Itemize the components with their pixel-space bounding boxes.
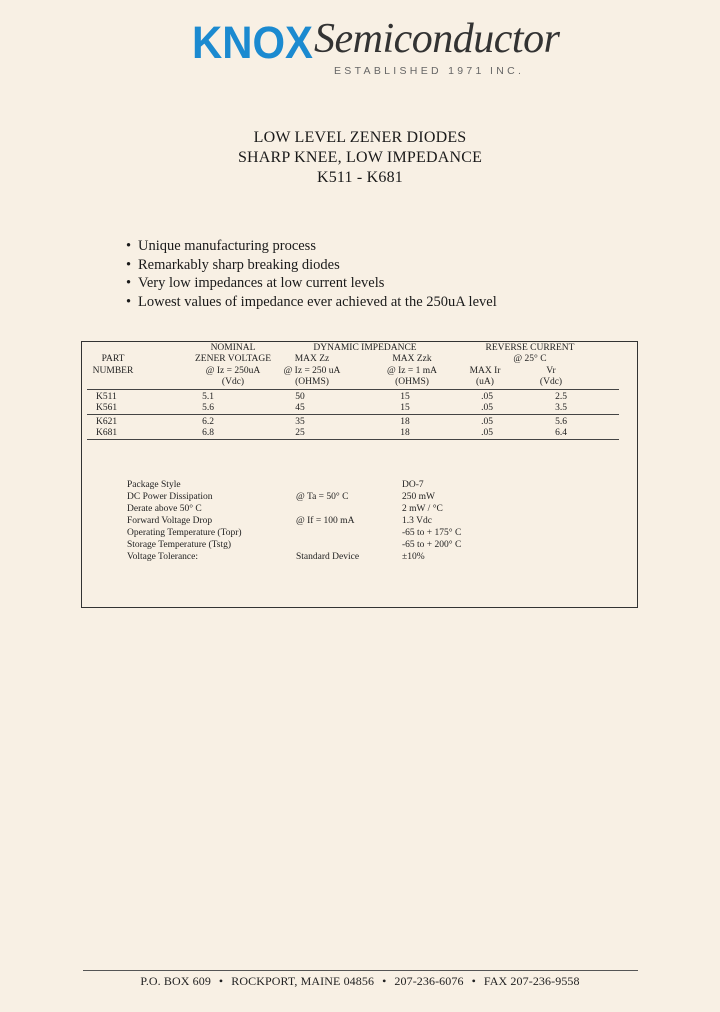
company-logo-semiconductor: Semiconductor	[314, 16, 560, 62]
bullet-icon: •	[126, 275, 132, 291]
col-header-zener-cond: @ Iz = 250uA	[205, 366, 261, 376]
separator-icon: •	[471, 974, 476, 988]
col-header-part: PART	[101, 354, 125, 364]
table-bottom-rule	[87, 439, 619, 440]
footer-phone: 207-236-6076	[394, 974, 464, 988]
separator-icon: •	[218, 974, 224, 988]
spec-table-box: NOMINAL DYNAMIC IMPEDANCE REVERSE CURRENT @ 25° C PART NUMBER ZENER VOLTAGE @ Iz = 250uA (Vdc) MAX Zz @ Iz = 250 uA (OHMS) MAX Zzk @ Iz = 1 mA (OHMS) MAX Ir (uA) Vr (Vdc) K511 5.1 50 15 .05 2.5 K561 5.6 45 15 .05 3.5 K621 6.2 35 18 .05 5.6 K681 6.8 25 18 .05 6.4 Package Style DO-7 DC Power Dissipation @ Ta = 50° C 250 mW Derate above 50° C 2 mW / °C Forward Voltage Drop @ If = 100 mA 1.3 Vdc Operating Temperature (Topr) -65 to + 175° C Storage Temperature (Tstg) -65 to + 200° C Voltage Tolerance: Standard Device ±10%	[81, 341, 638, 608]
footer-fax: FAX 207-236-9558	[483, 974, 580, 988]
header-reverse-condition: @ 25° C	[513, 354, 547, 364]
bullet-icon: •	[126, 256, 132, 273]
title-line-1: LOW LEVEL ZENER DIODES	[253, 129, 467, 146]
title-line-3: K511 - K681	[316, 169, 404, 186]
col-header-zzk-cond: @ Iz = 1 mA	[387, 366, 437, 376]
list-item: • Unique manufacturing process	[126, 238, 316, 254]
col-header-ir-unit: (uA)	[476, 377, 494, 387]
list-item: • Very low impedances at low current levels	[126, 275, 385, 291]
col-header-number: NUMBER	[92, 366, 134, 376]
established-tagline: ESTABLISHED 1971	[334, 65, 485, 77]
header-reverse-current: REVERSE CURRENT	[485, 343, 575, 353]
col-header-max-zz: MAX Zz	[294, 354, 330, 364]
col-header-max-ir: MAX Ir	[469, 366, 501, 376]
footer-rule	[83, 970, 638, 971]
header-rule	[87, 389, 619, 390]
col-header-zener-voltage: ZENER VOLTAGE	[194, 354, 272, 364]
list-item: • Remarkably sharp breaking diodes	[126, 256, 340, 273]
col-header-vr-unit: (Vdc)	[539, 377, 563, 387]
list-item: • Lowest values of impedance ever achieved at the 250uA level	[126, 293, 497, 310]
header-nominal: NOMINAL	[210, 343, 256, 353]
inc-tagline: INC.	[490, 65, 525, 77]
footer-city: ROCKPORT, MAINE 04856	[231, 974, 375, 988]
feature-list	[126, 237, 497, 311]
bullet-icon: •	[126, 293, 132, 310]
col-header-zz-cond: @ Iz = 250 uA	[283, 366, 341, 376]
separator-icon: •	[382, 974, 387, 988]
col-header-vr: Vr	[546, 366, 556, 376]
footer-address: P.O. BOX 609	[140, 974, 211, 988]
company-logo-knox: KNOX	[192, 17, 313, 68]
header-dynamic-impedance: DYNAMIC IMPEDANCE	[313, 343, 417, 353]
col-header-max-zzk: MAX Zzk	[392, 354, 432, 364]
footer-contact	[0, 974, 720, 989]
title-line-2: SHARP KNEE, LOW IMPEDANCE	[237, 149, 483, 166]
col-header-zener-unit: (Vdc)	[221, 377, 245, 387]
group-rule	[87, 414, 619, 415]
bullet-icon: •	[126, 238, 132, 254]
col-header-zzk-unit: (OHMS)	[395, 377, 429, 387]
document-title	[0, 128, 720, 188]
col-header-zz-unit: (OHMS)	[295, 377, 329, 387]
